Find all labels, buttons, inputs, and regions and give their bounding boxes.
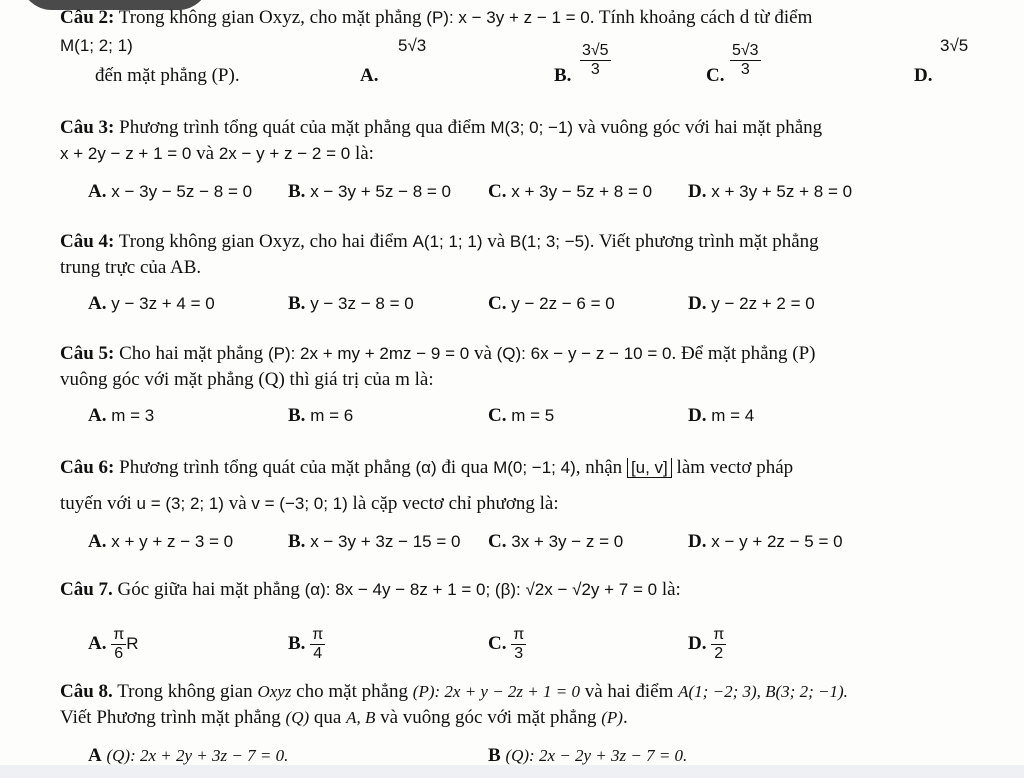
q4-option-d: D. y − 2z + 2 = 0 <box>688 293 815 314</box>
q2-line1: Câu 2: Trong không gian Oxyz, cho mặt phẳng (P): x − 3y + z − 1 = 0. Tính khoảng cách d từ điểm <box>60 7 813 28</box>
q7-option-d: D. $\frac{\pi}{2}$ <box>688 626 725 662</box>
q6-title: Câu 6: <box>60 457 115 478</box>
q5-line2: vuông góc với mặt phẳng (Q) thì giá trị của m là: <box>60 369 434 390</box>
q7-option-c: C. $\frac{\pi}{3}$ <box>488 626 525 662</box>
q5-option-a: A. m = 3 <box>88 405 155 426</box>
q5-title: Câu 5: <box>60 343 115 364</box>
q7-option-a: A. $\frac{\pi}{6}$ R <box>88 626 139 662</box>
q4-option-a: A. y − 3z + 4 = 0 <box>88 293 215 314</box>
q2-option-a-value: 5√3 <box>398 36 427 55</box>
q8-option-a: A (Q): 2x + 2y + 3z − 7 = 0. <box>88 745 289 765</box>
q2-plane: (P): x − 3y + z − 1 = 0 <box>426 8 590 27</box>
q7-option-b: B. $\frac{\pi}{4}$ <box>288 626 324 662</box>
q3-option-a: A. x − 3y − 5z − 8 = 0 <box>88 181 253 202</box>
q4-line2: trung trực của AB. <box>60 257 202 278</box>
q6-line2: tuyến với u = (3; 2; 1) và v = (−3; 0; 1) là cặp vectơ chỉ phương là: <box>60 493 559 514</box>
q8-line1: Câu 8. Trong không gian Oxyz cho mặt phẳng (P): 2x + y − 2z + 1 = 0 và hai điểm A(1; −2; 3), B(3; 2; −1). <box>60 681 848 702</box>
q4-line1: Câu 4: Trong không gian Oxyz, cho hai điểm A(1; 1; 1) và B(1; 3; −5). Viết phương trình mặt phẳng <box>60 231 819 252</box>
q8-option-b: B (Q): 2x − 2y + 3z − 7 = 0. <box>488 745 688 765</box>
q7-line1: Câu 7. Góc giữa hai mặt phẳng (α): 8x − 4y − 8z + 1 = 0; (β): √2x − √2y + 7 = 0 là: <box>60 579 681 600</box>
q7-title: Câu 7. <box>60 579 113 600</box>
q2-option-c-label: C. <box>706 65 725 86</box>
q2-option-a-label: A. <box>360 65 379 86</box>
q2-text3: đến mặt phẳng (P). <box>95 65 240 86</box>
q5-option-c: C. m = 5 <box>488 405 555 426</box>
q5-option-b: B. m = 6 <box>288 405 354 426</box>
q2-option-c-frac: $\frac{5√3}{3}$ <box>732 42 759 78</box>
q3-option-b: B. x − 3y + 5z − 8 = 0 <box>288 181 452 202</box>
q6-option-d: D. x − y + 2z − 5 = 0 <box>688 531 843 552</box>
q6-option-a: A. x + y + z − 3 = 0 <box>88 531 234 552</box>
bottom-strip <box>0 765 1024 778</box>
q6-option-b: B. x − 3y + 3z − 15 = 0 <box>288 531 461 552</box>
q6-option-c: C. 3x + 3y − z = 0 <box>488 531 624 552</box>
q8-line2: Viết Phương trình mặt phẳng (Q) qua A, B và vuông góc với mặt phẳng (P). <box>60 707 628 728</box>
q3-line1: Câu 3: Phương trình tổng quát của mặt phẳng qua điểm M(3; 0; −1) và vuông góc với hai mặt phẳng <box>60 117 823 138</box>
q3-title: Câu 3: <box>60 117 115 138</box>
q4-title: Câu 4: <box>60 231 115 252</box>
q2-option-b-label: B. <box>554 65 572 86</box>
q5-line1: Câu 5: Cho hai mặt phẳng (P): 2x + my + 2mz − 9 = 0 và (Q): 6x − y − z − 10 = 0. Để mặt phẳng (P) <box>60 343 816 364</box>
q2-title: Câu 2: <box>60 7 115 28</box>
q4-option-b: B. y − 3z − 8 = 0 <box>288 293 414 314</box>
q2-option-d-label: D. <box>914 65 933 86</box>
q3-option-c: C. x + 3y − 5z + 8 = 0 <box>488 181 653 202</box>
q6-line1: Câu 6: Phương trình tổng quát của mặt phẳng (α) đi qua M(0; −1; 4), nhận [u, v] làm vectơ pháp <box>60 457 794 478</box>
q2-option-d-value: 3√5 <box>940 36 969 55</box>
q2-option-b-frac: $\frac{3√5}{3}$ <box>582 42 609 78</box>
q3-line2: x + 2y − z + 1 = 0 và 2x − y + z − 2 = 0 là: <box>60 143 374 164</box>
q4-option-c: C. y − 2z − 6 = 0 <box>488 293 615 314</box>
q2-point: M(1; 2; 1) <box>60 36 133 55</box>
q3-option-d: D. x + 3y + 5z + 8 = 0 <box>688 181 853 202</box>
q5-option-d: D. m = 4 <box>688 405 755 426</box>
q8-title: Câu 8. <box>60 681 113 702</box>
